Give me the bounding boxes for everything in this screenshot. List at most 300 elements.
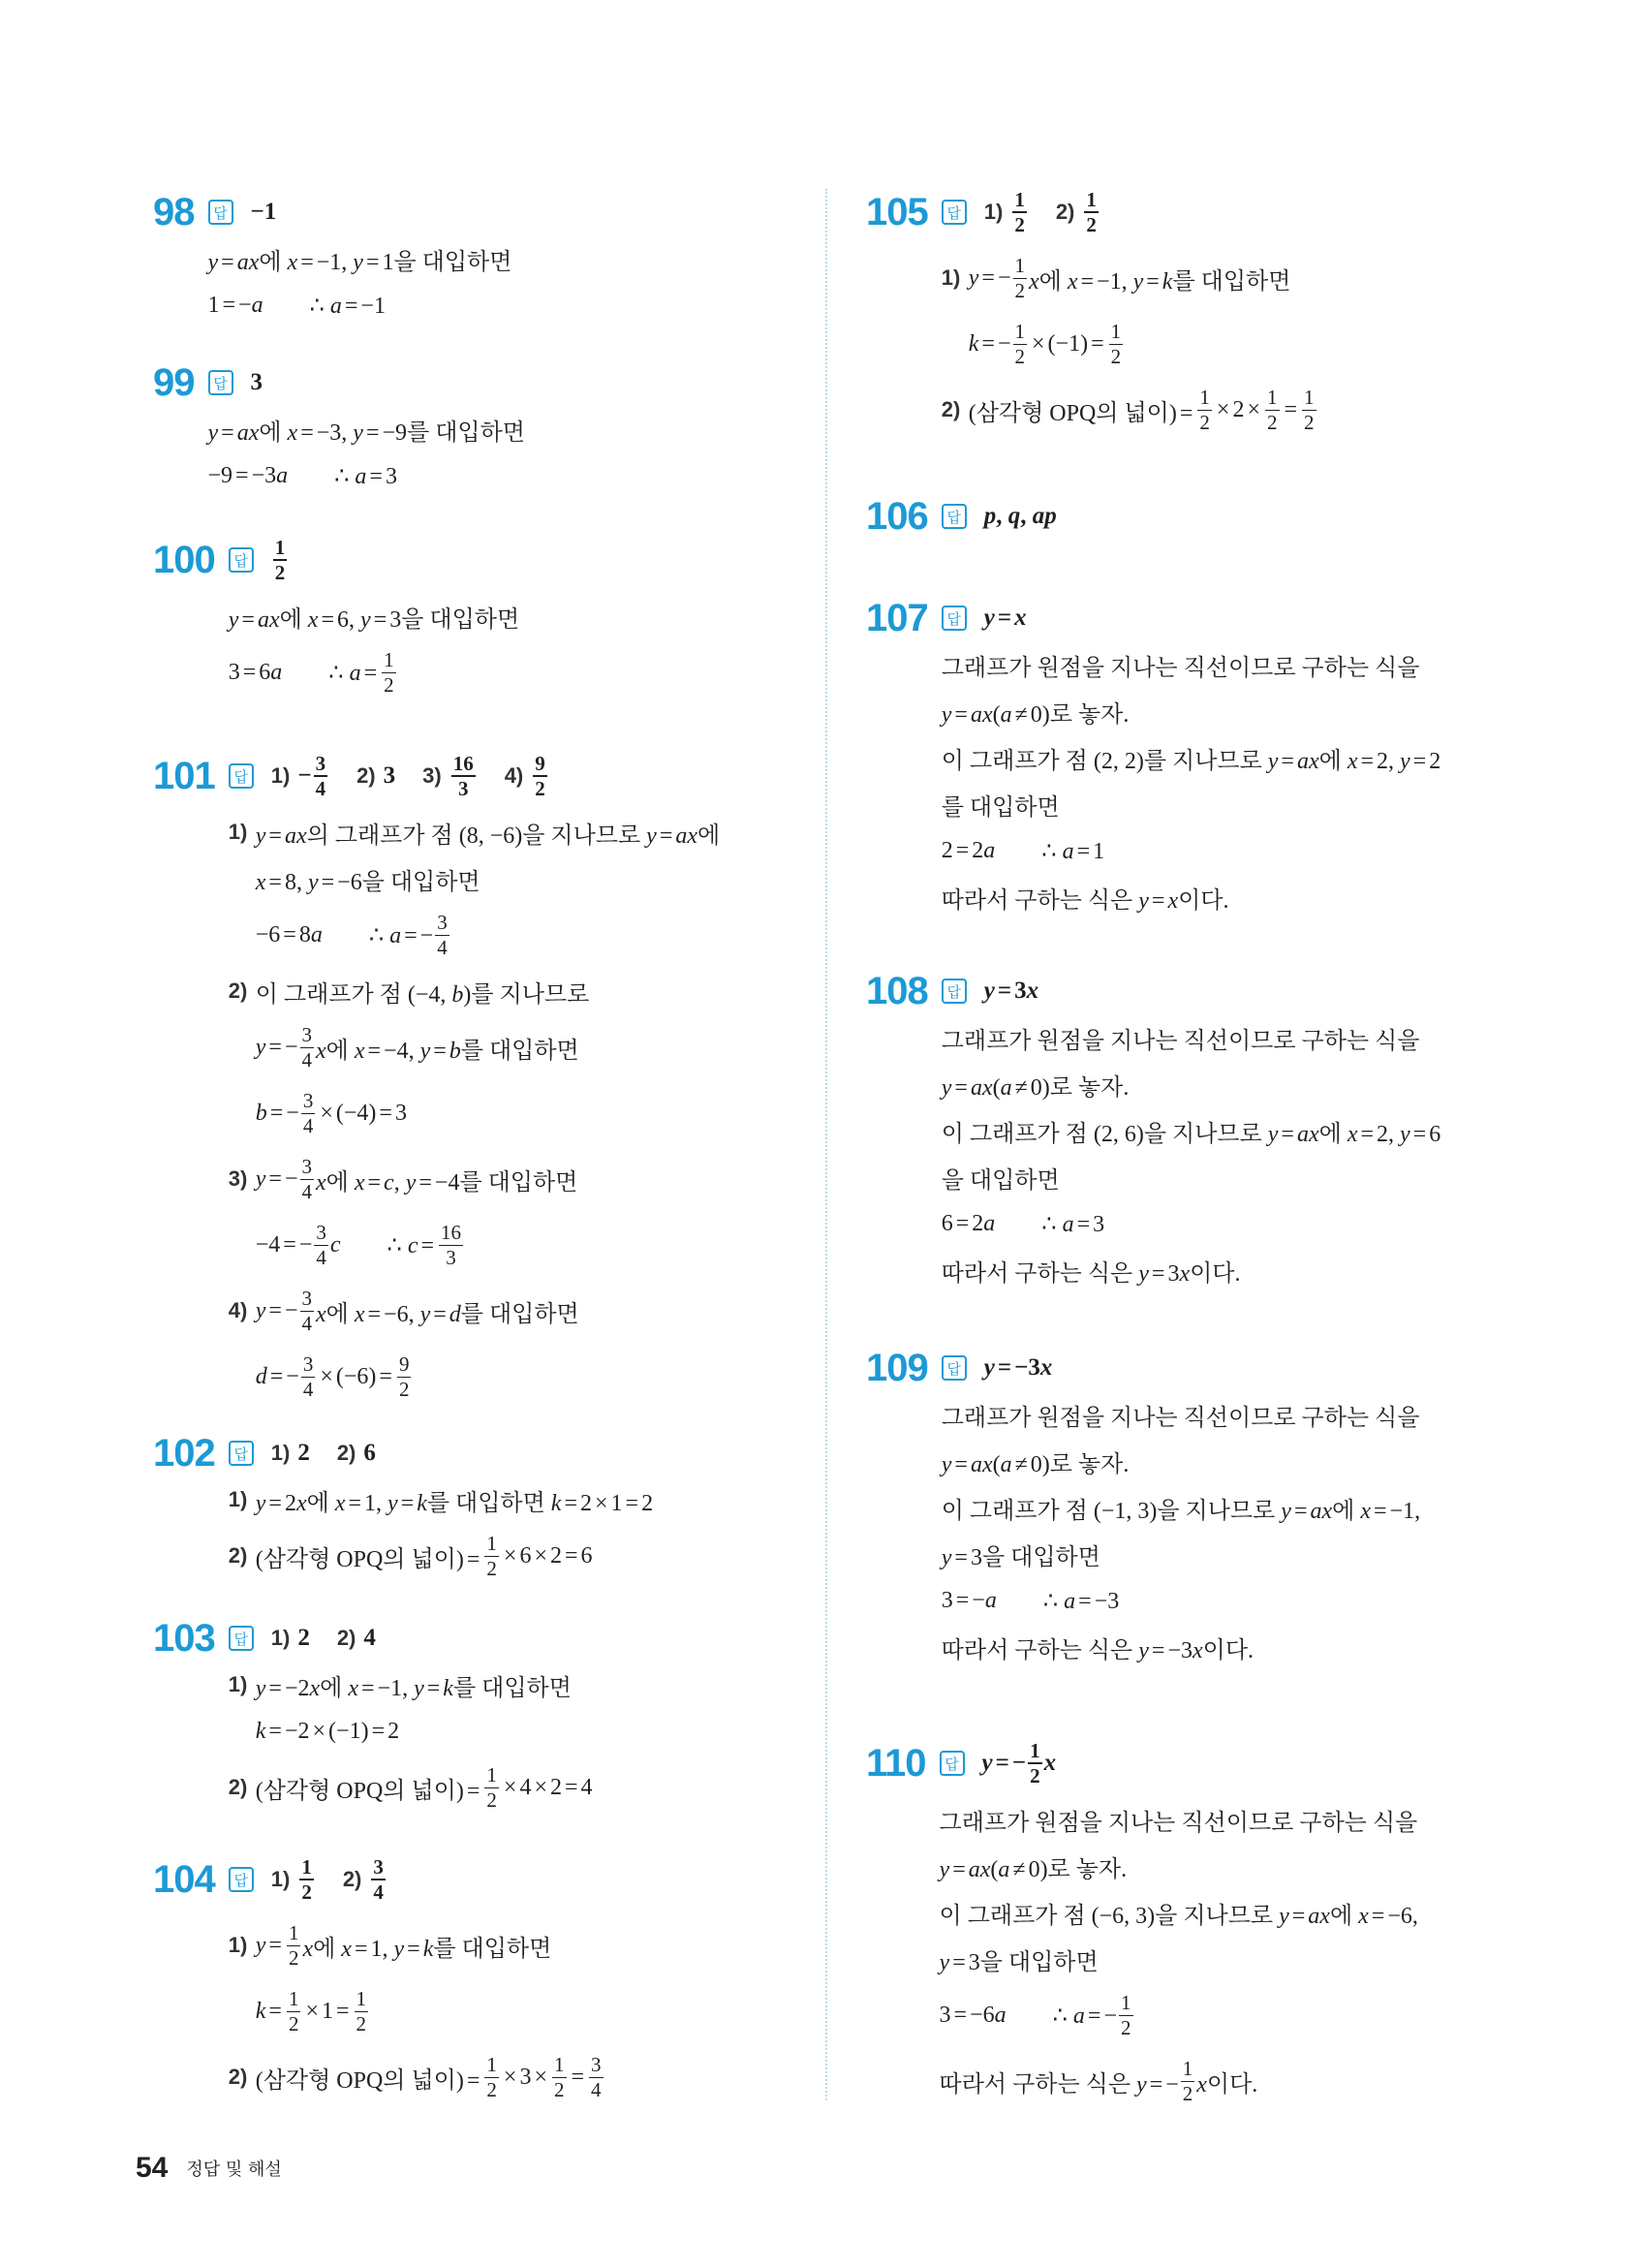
math-text: ∴ a = − [1052, 2003, 1117, 2029]
solution-line [940, 1936, 1418, 1982]
column-left [153, 0, 812, 2268]
solution-line [940, 1796, 1418, 1843]
math-text: y = − [968, 264, 1011, 291]
math-text: 를 대입하면 [941, 794, 1060, 821]
solution-line [942, 1577, 1420, 1624]
math-text: y = − [255, 1297, 298, 1323]
math-operator: = [1371, 1903, 1385, 1929]
problem-content [942, 179, 1318, 443]
fraction-numerator: 1 [1030, 1738, 1040, 1762]
math-operator: = [344, 293, 358, 319]
math-text: ∴ a = 1 [1041, 838, 1105, 864]
math-operator: = [283, 1231, 296, 1258]
math-text: y = ax(a ≠ 0)로 놓자. [941, 1451, 1130, 1477]
fraction-denominator: 2 [1014, 213, 1025, 236]
math-operator: = [1412, 1121, 1427, 1147]
math-variable: k [422, 1936, 434, 1962]
solution-line [942, 641, 1441, 688]
fraction [1181, 2058, 1195, 2103]
solution-line [229, 1912, 605, 1978]
math-variable: ax [1310, 1498, 1333, 1524]
math-text: × 1 = [305, 1998, 350, 2024]
fraction-numerator: 3 [316, 1221, 326, 1245]
fraction-numerator: 3 [302, 1089, 314, 1113]
solution-line [940, 1982, 1418, 2048]
fraction-numerator: 1 [554, 2053, 565, 2077]
math-operator: = [625, 1490, 639, 1516]
math-operator: = [1179, 400, 1193, 426]
math-text: k = − [968, 330, 1011, 357]
math-operator: = [954, 701, 968, 728]
problem-content [942, 493, 1084, 540]
math-text: 그래프가 원점을 지나는 직선이므로 구하는 식을 [941, 1028, 1420, 1054]
problem-104 [153, 1847, 605, 2110]
math-operator: = [361, 1675, 375, 1701]
math-operator: = [373, 606, 387, 633]
problem-98 [153, 189, 511, 328]
math-variable: ax [284, 823, 307, 849]
math-text: x에 x = 1, y = k를 대입하면 [302, 1936, 552, 1962]
math-variable: y [1138, 887, 1149, 914]
step-label: 2) [228, 1543, 248, 1568]
fraction [1197, 387, 1212, 432]
math-text: 이 그래프가 점 (−4, b)를 지나므로 [255, 981, 590, 1008]
fraction-numerator: 1 [1086, 187, 1097, 211]
math-operator: = [269, 1100, 284, 1126]
math-variable: y [1132, 268, 1144, 295]
math-text: p, q, ap [983, 503, 1057, 529]
math-operator: = [1360, 748, 1375, 774]
fraction [355, 1988, 369, 2034]
math-text: 그래프가 원점을 지나는 직선이므로 구하는 식을 [941, 655, 1420, 681]
math-variable: ax [236, 419, 260, 446]
solution-line [229, 1476, 653, 1523]
fraction-numerator: 3 [301, 1287, 312, 1311]
math-variable: y [419, 1301, 431, 1327]
math-variable: x [316, 1038, 326, 1064]
problem-number: 106 [866, 494, 928, 538]
answer-item [271, 1440, 310, 1467]
math-variable: k [255, 1718, 266, 1744]
problem-content [208, 359, 525, 499]
math-operator: = [952, 1856, 966, 1882]
math-variable: c [329, 1231, 341, 1258]
problem-number: 104 [153, 1857, 215, 1901]
math-text: ∴ a = −1 [309, 293, 386, 319]
math-text: x = 8, y = −6을 대입하면 [255, 869, 480, 895]
answer-item [271, 537, 290, 583]
fraction [439, 1222, 463, 1267]
problem-number: 98 [153, 190, 195, 233]
fraction [1265, 387, 1280, 432]
answer-item [251, 199, 277, 226]
item-label: 2) [356, 763, 376, 788]
solution-line [229, 1278, 720, 1344]
math-operator: = [952, 1949, 966, 1975]
math-variable: a [329, 293, 342, 319]
math-variable: a [998, 1856, 1010, 1882]
step-label: 1) [941, 265, 961, 290]
fraction [1109, 321, 1124, 366]
problem-number: 105 [866, 190, 928, 233]
math-operator: = [369, 463, 383, 489]
fraction [371, 1856, 386, 1903]
fraction [397, 1353, 412, 1399]
math-variable: y [1267, 748, 1279, 774]
fraction-numerator: 3 [315, 751, 326, 775]
math-variable: x [1196, 2071, 1207, 2097]
math-operator: = [565, 1542, 578, 1569]
math-variable: a [349, 660, 361, 686]
column-right [866, 0, 1564, 2268]
math-variable: y [353, 419, 363, 446]
math-operator: × [320, 1363, 333, 1389]
math-text: y = ax에 x = −3, y = −9를 대입하면 [207, 419, 525, 446]
math-operator: = [1291, 1903, 1306, 1929]
math-operator: = [268, 1490, 282, 1516]
math-operator: = [565, 1774, 578, 1800]
fraction-numerator: 1 [384, 648, 394, 672]
solution-line [940, 2048, 1418, 2114]
math-variable: x [1179, 1260, 1191, 1287]
solution-line [208, 235, 512, 282]
math-variable: ax [1308, 1903, 1330, 1929]
math-text: y = −2x에 x = −1, y = k를 대입하면 [255, 1675, 572, 1701]
fraction [1119, 1992, 1133, 2037]
math-variable: ax [968, 1856, 991, 1882]
math-text: 2 [297, 1625, 310, 1651]
math-operator: = [268, 1297, 282, 1323]
math-text [256, 1933, 285, 1959]
fraction-denominator: 3 [446, 1245, 456, 1269]
math-text: 3 [250, 369, 263, 395]
fraction-denominator: 2 [486, 1556, 497, 1580]
problem-content [229, 743, 720, 1410]
fraction [299, 1856, 314, 1903]
step-label: 1) [228, 1933, 248, 1957]
solution-line [942, 1484, 1420, 1531]
math-operator: = [955, 1210, 970, 1236]
math-operator: × [503, 1774, 517, 1800]
solution-line [229, 1146, 720, 1212]
math-operator: = [954, 1544, 968, 1570]
math-variable: x [348, 1675, 358, 1701]
math-variable: k [968, 330, 979, 357]
solution-line [229, 1080, 720, 1146]
math-variable: y [968, 264, 979, 291]
fraction-denominator: 2 [554, 2077, 565, 2101]
fraction-denominator: 4 [316, 1245, 326, 1269]
math-operator: = [379, 1363, 392, 1389]
math-variable: y [360, 606, 371, 633]
math-variable: x [316, 1301, 326, 1327]
math-text [984, 605, 1027, 632]
problem-number: 102 [153, 1431, 215, 1475]
math-operator: = [1151, 1260, 1165, 1287]
answer-row [942, 595, 1441, 641]
item-label: 1) [270, 1867, 291, 1891]
math-variable: y [1136, 2071, 1147, 2097]
math-variable: a [270, 659, 283, 685]
math-text: y = 3을 대입하면 [941, 1544, 1100, 1570]
problem-108 [866, 968, 1441, 1293]
answer-badge: 답 [940, 1751, 965, 1776]
math-variable: x [309, 1675, 321, 1701]
solution-line [942, 311, 1318, 377]
math-text: 따라서 구하는 식은 y = x이다. [941, 887, 1229, 914]
answer-item [984, 189, 1029, 235]
fraction-numerator: 1 [1267, 386, 1278, 410]
math-variable: y [1400, 1121, 1410, 1147]
answer-row [229, 743, 720, 809]
math-operator: = [367, 1169, 382, 1196]
math-operator: = [268, 869, 282, 895]
math-text: y = ax에 x = −1, y = 1을 대입하면 [207, 249, 512, 275]
fraction [301, 1090, 316, 1135]
math-text: y = 3x [983, 978, 1039, 1004]
math-variable: y [414, 1675, 424, 1701]
math-variable: x [1029, 268, 1039, 295]
math-text [256, 1999, 285, 2025]
math-text: y = 2x에 x = 1, y = k를 대입하면 k = 2 × 1 = 2 [255, 1490, 654, 1516]
math-variable: a [1062, 1211, 1074, 1237]
answer-row [942, 179, 1318, 245]
math-operator: = [1146, 268, 1160, 295]
math-text: y = ax(a ≠ 0)로 놓자. [939, 1856, 1128, 1882]
solution-line [942, 874, 1441, 920]
problem-100 [153, 527, 519, 705]
fraction-numerator: 1 [486, 1532, 497, 1556]
math-variable: a [983, 837, 996, 863]
math-variable: x [1192, 1637, 1203, 1663]
item-label: 2) [336, 1441, 356, 1465]
fraction-numerator: 3 [302, 1352, 314, 1377]
math-variable: y [207, 419, 219, 446]
math-operator: = [1149, 2071, 1163, 2097]
fraction-numerator: 1 [1304, 386, 1315, 410]
math-variable: ax [236, 249, 260, 275]
solution-line [229, 1755, 593, 1820]
math-text: 그래프가 원점을 지나는 직선이므로 구하는 식을 [941, 1405, 1420, 1431]
math-text: 따라서 구하는 식은 y = − [939, 2071, 1179, 2097]
math-text: 따라서 구하는 식은 y = −3x이다. [941, 1637, 1255, 1663]
fraction [300, 1156, 315, 1201]
math-variable: a [251, 292, 263, 318]
math-variable: y [983, 978, 995, 1004]
fraction-denominator: 2 [1267, 410, 1278, 434]
math-variable: c [384, 1169, 394, 1196]
fraction-denominator: 2 [384, 672, 394, 697]
answer-row [229, 1615, 593, 1662]
solution-line [229, 1708, 593, 1755]
fraction-denominator: 4 [302, 1377, 314, 1401]
problem-content [229, 1615, 593, 1820]
fraction-numerator: 1 [288, 1921, 299, 1945]
math-operator: = [363, 660, 378, 686]
math-text: 을 대입하면 [941, 1167, 1060, 1194]
fraction-denominator: 4 [301, 1179, 312, 1203]
math-variable: y [983, 605, 995, 631]
answer-row [942, 1345, 1420, 1391]
fraction [484, 1764, 499, 1810]
fraction-numerator: 3 [301, 1023, 312, 1047]
math-operator: × [312, 1718, 326, 1744]
math-operator: × [594, 1490, 608, 1516]
fraction-numerator: 1 [1014, 320, 1025, 344]
math-variable: y [353, 249, 363, 275]
step-label: 1) [228, 820, 248, 844]
math-operator: = [1091, 330, 1104, 357]
math-variable: a [1064, 1588, 1076, 1614]
math-text: × 4 × 2 = 4 [503, 1774, 593, 1800]
math-operator: = [268, 1675, 282, 1701]
answer-badge: 답 [942, 979, 967, 1004]
fraction-denominator: 2 [1121, 2015, 1131, 2039]
math-text: 6 [363, 1440, 376, 1466]
math-text [1044, 1750, 1057, 1777]
math-variable: y [941, 1451, 952, 1477]
math-variable: x [1014, 605, 1027, 631]
math-text: ∴ a = −3 [1042, 1588, 1120, 1614]
math-variable: ax [1296, 748, 1319, 774]
math-text: × (−4) = 3 [320, 1100, 407, 1126]
math-variable: y [207, 249, 219, 275]
answer-badge: 답 [208, 370, 233, 395]
fraction [1013, 255, 1028, 300]
column-divider [825, 189, 827, 2100]
answer-row [942, 493, 1084, 540]
solution-line [229, 1344, 720, 1410]
fraction [1302, 387, 1317, 432]
math-operator: = [1080, 268, 1095, 295]
math-operator: = [400, 1490, 415, 1516]
math-operator: = [221, 249, 234, 275]
math-text: d = − [255, 1363, 299, 1389]
problem-content [942, 595, 1441, 920]
math-operator: = [1076, 838, 1091, 864]
fraction-denominator: 2 [301, 1880, 312, 1904]
item-label: 1) [983, 200, 1004, 224]
fraction [314, 753, 328, 799]
math-text: 그래프가 원점을 지나는 직선이므로 구하는 식을 [939, 1810, 1418, 1836]
problem-number: 101 [153, 754, 215, 797]
math-text: 따라서 구하는 식은 y = 3x이다. [941, 1260, 1241, 1287]
math-operator: = [268, 1034, 282, 1060]
fraction-denominator: 2 [1086, 213, 1097, 236]
step-label: 4) [228, 1298, 248, 1322]
math-text: × (−6) = [320, 1363, 392, 1389]
fraction-numerator: 1 [1182, 2057, 1193, 2081]
fraction [1012, 189, 1027, 235]
math-text: (삼각형 OPQ의 넓이) = [255, 2067, 480, 2094]
math-text: 2 = 2a [941, 837, 996, 863]
math-text: 3 = 6a [228, 659, 283, 685]
math-variable: x [287, 419, 298, 446]
fraction [273, 537, 288, 583]
math-operator: = [420, 1232, 435, 1258]
math-variable: a [984, 1587, 997, 1613]
problem-content [229, 1430, 653, 1589]
math-text: 3 = −6a [939, 2002, 1007, 2028]
solution-line [942, 1247, 1441, 1293]
answer-item [251, 369, 263, 396]
answer-badge: 답 [229, 547, 254, 573]
math-text [569, 2065, 588, 2091]
math-variable: y [255, 1932, 266, 1958]
math-operator: = [418, 1169, 432, 1196]
math-operator: = [466, 2067, 480, 2094]
answer-row [229, 1847, 605, 1912]
step-label: 3) [228, 1166, 248, 1191]
math-text: ∴ a = [328, 660, 378, 686]
math-variable: x [295, 1490, 307, 1516]
item-label: 1) [270, 1441, 291, 1465]
fraction [300, 1288, 315, 1333]
math-text: y = 3을 대입하면 [939, 1949, 1099, 1975]
math-variable: y [255, 1675, 266, 1701]
math-operator: = [367, 1301, 382, 1327]
math-variable: y [983, 1354, 995, 1381]
fraction-denominator: 2 [535, 777, 545, 800]
math-variable: x [1043, 1750, 1057, 1776]
fraction-denominator: 2 [486, 2077, 497, 2101]
problem-105 [866, 179, 1318, 443]
math-text: y = ax(a ≠ 0)로 놓자. [941, 1074, 1130, 1101]
math-text: y = ax에 x = 6, y = 3을 대입하면 [228, 606, 520, 633]
math-variable: y [646, 823, 657, 849]
fraction-numerator: 9 [398, 1352, 410, 1377]
answer-item [982, 1740, 1057, 1786]
math-variable: ap [1032, 503, 1057, 529]
fraction-numerator: 1 [486, 2053, 497, 2077]
solution-line [229, 1014, 720, 1080]
fraction [451, 753, 476, 799]
math-operator: × [320, 1100, 333, 1126]
fraction-denominator: 4 [373, 1880, 384, 1904]
solution-line [208, 452, 525, 499]
fraction-denominator: 4 [301, 1311, 312, 1335]
math-operator: = [997, 605, 1012, 631]
fraction [300, 1024, 315, 1070]
math-variable: y [255, 1490, 266, 1516]
math-text: y = ax(a ≠ 0)로 놓자. [941, 701, 1130, 728]
math-variable: x [1358, 1903, 1369, 1929]
math-variable: y [419, 1038, 431, 1064]
answer-badge: 답 [229, 1441, 254, 1466]
problem-107 [866, 595, 1441, 920]
math-text: × (−1) = [1032, 330, 1104, 357]
math-variable: a [276, 462, 289, 488]
fraction-denominator: 3 [457, 777, 469, 800]
answer-badge: 답 [942, 200, 967, 225]
math-text: × 2 × [1216, 396, 1260, 422]
math-text: 이 그래프가 점 (2, 6)을 지나므로 y = ax에 x = 2, y = 6 [941, 1121, 1441, 1147]
math-text: 3 [383, 762, 396, 789]
math-variable: x [334, 1490, 346, 1516]
answer-badge: 답 [942, 504, 967, 529]
solution-line [229, 1978, 605, 2044]
math-operator: = [1151, 887, 1165, 914]
fraction-numerator: 1 [274, 535, 286, 559]
fraction-denominator: 2 [288, 1945, 299, 1970]
problem-102 [153, 1430, 653, 1589]
solution-line [229, 1662, 593, 1708]
step-label: 2) [228, 1775, 248, 1799]
math-operator: = [1281, 748, 1294, 774]
math-operator: = [268, 823, 282, 849]
math-variable: k [417, 1490, 427, 1516]
math-variable: k [1162, 268, 1173, 295]
